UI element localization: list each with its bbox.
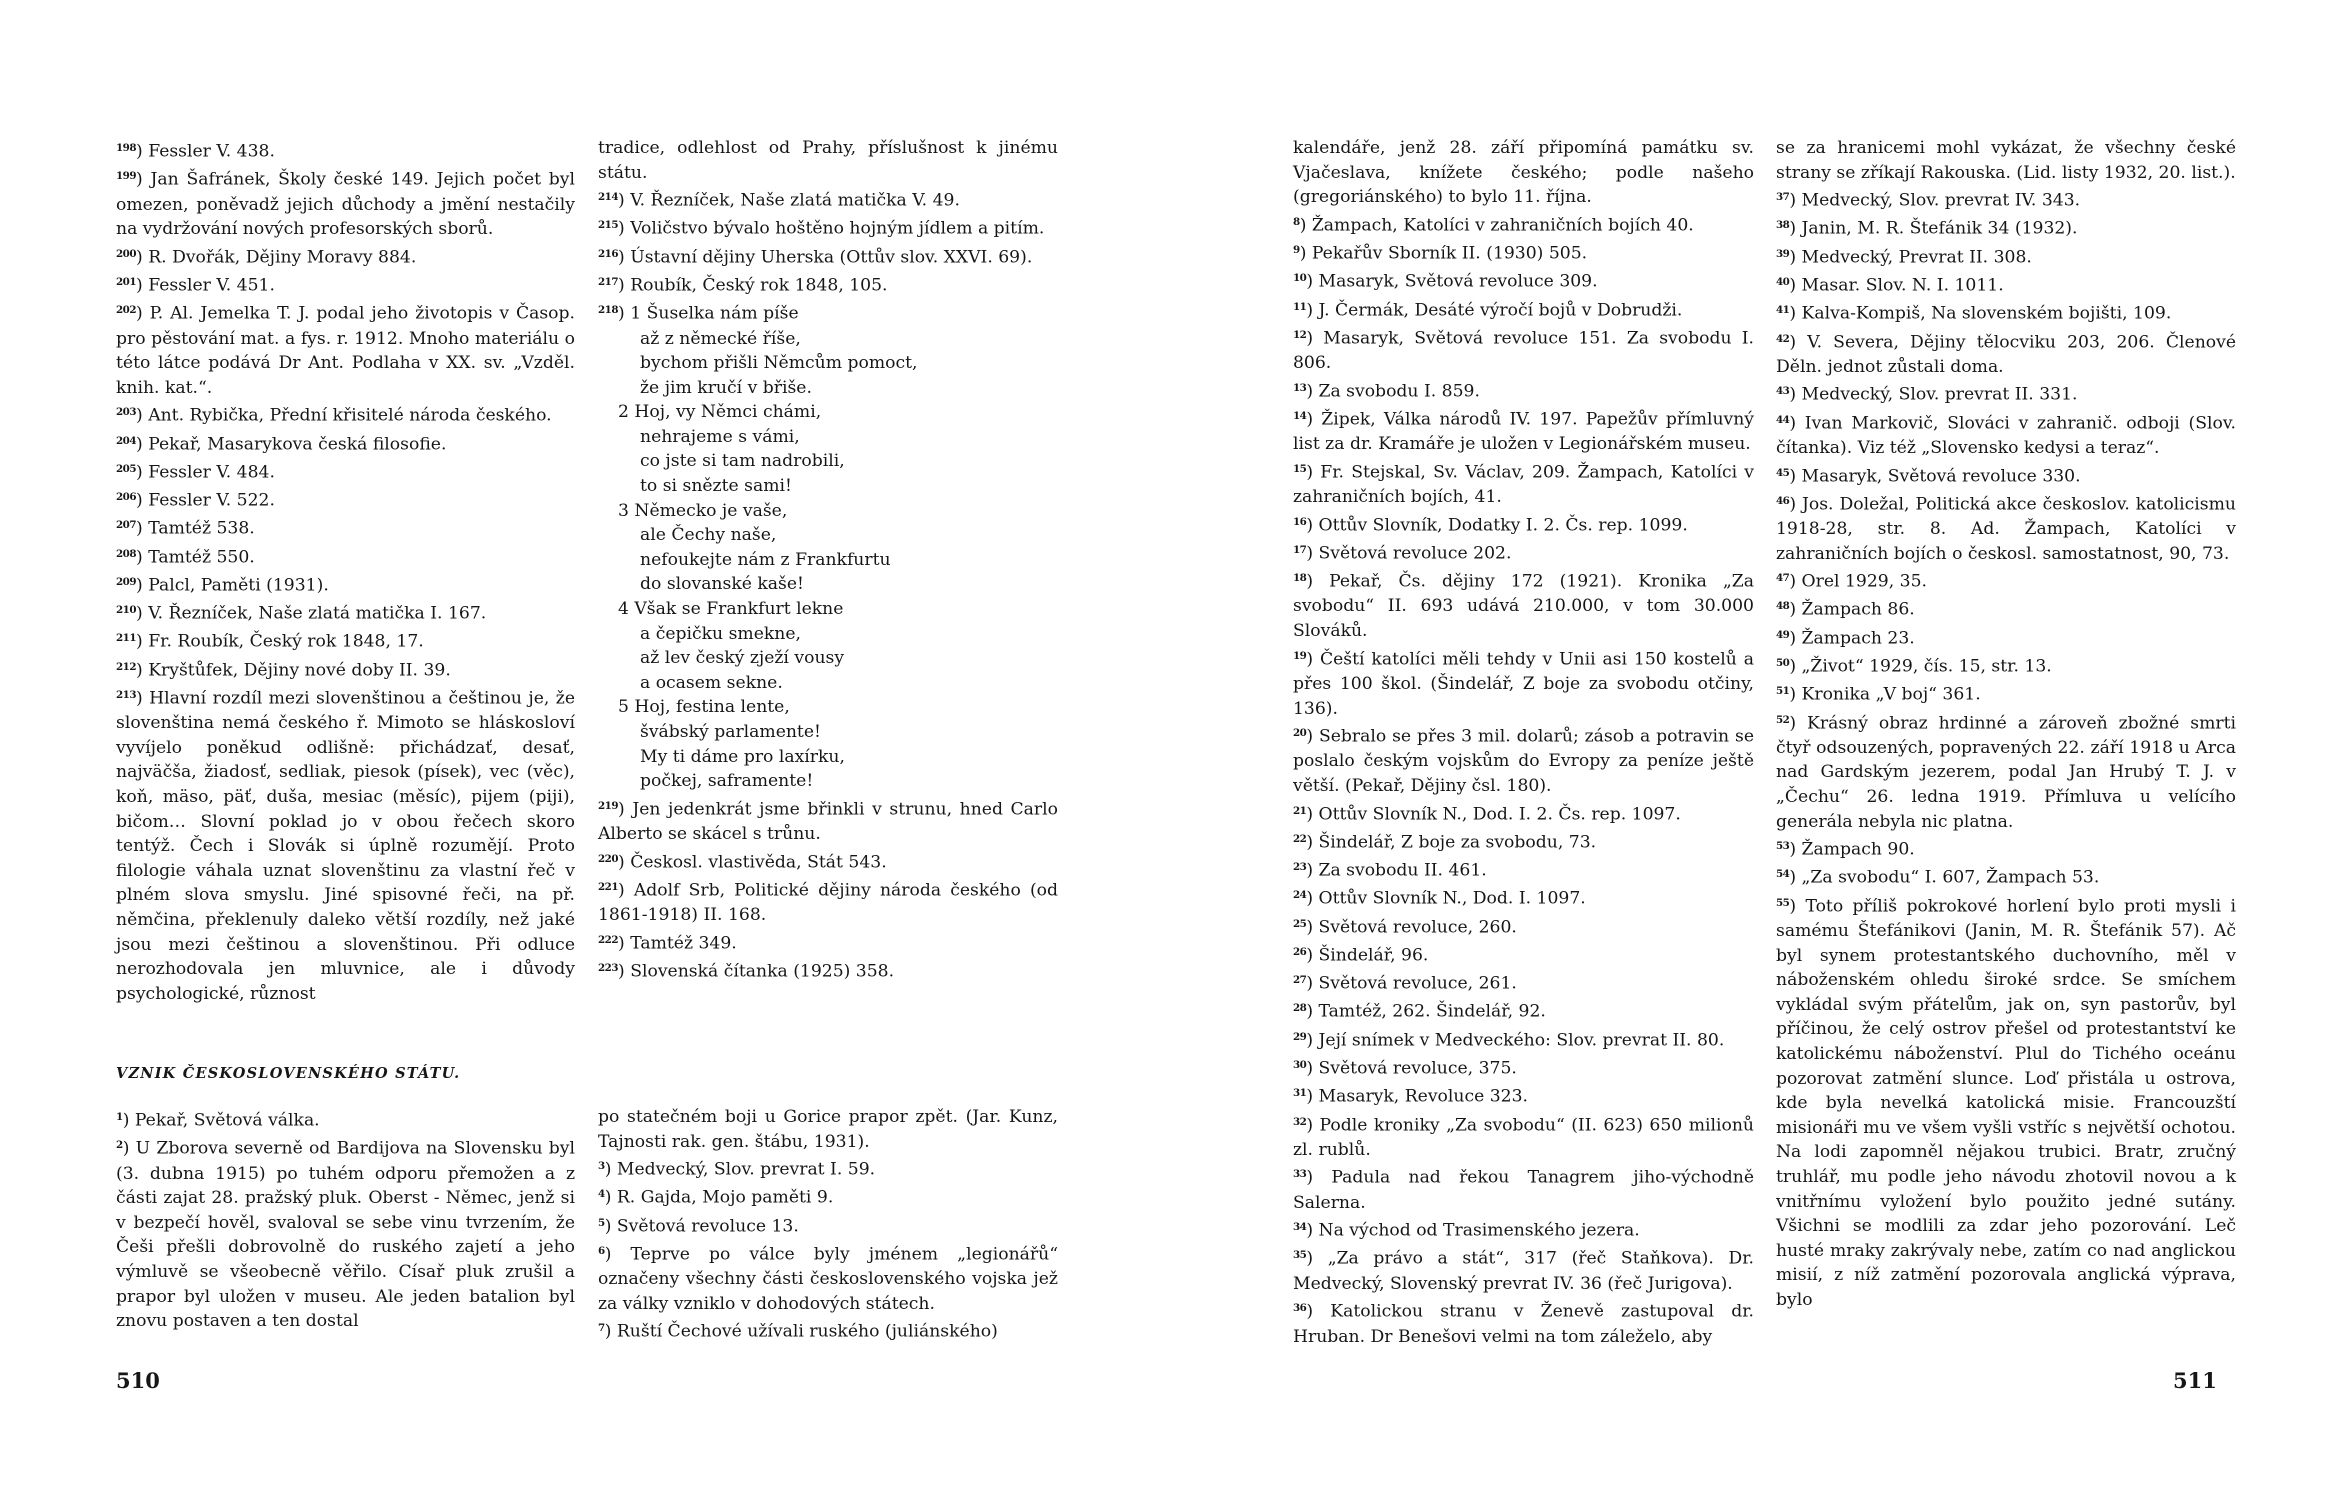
footnote: $^{223}$) Slovenská čítanka (1925) 358. xyxy=(598,961,895,982)
footnote-number: 2 xyxy=(116,1139,123,1152)
footnote: $^{28}$) Tamtéž, 262. Šindelář, 92. xyxy=(1293,1002,1546,1023)
footnote-number: 15 xyxy=(1293,462,1307,475)
poem-line: nefoukejte nám z Frankfurtu xyxy=(640,549,891,570)
footnote-text: R. Gajda, Mojo paměti 9. xyxy=(616,1188,834,1209)
footnote: $^{13}$) Za svobodu I. 859. xyxy=(1293,381,1480,402)
footnote-number: 203 xyxy=(116,406,137,419)
footnote-number: 31 xyxy=(1293,1087,1307,1100)
footnote: $^{221}$) Adolf Srb, Politické dějiny národa českého (od 1861-1918) II. 168. xyxy=(598,880,1058,926)
footnote: $^{42}$) V. Severa, Dějiny tělocviku 203, 206. Členové Děln. jednot zůstali doma. xyxy=(1776,332,2236,377)
footnote-number: 29 xyxy=(1293,1030,1307,1043)
footnote-text: Fessler V. 522. xyxy=(148,490,275,511)
footnote: $^7$) Ruští Čechové užívali ruského (juliánského) xyxy=(598,1322,998,1343)
footnote: $^{55}$) Toto příliš pokrokové horlení bylo proti mysli i samému Štefánikovi (Janin, M. R. Štefánik 57). Ač byl synem protestantského duchovního, měl v náboženském ohledu široké srdce. Se smíchem vykládal svým přátelům, jak on, syn pastorův, byl příčinou, že celý ostrov přešel od protestantství ke katolickému náboženství. Plul do Tichého oceánu pozorovat zatmění slunce. Loď přistála u ostrova, kde byla nevelká katolická misie. Francouzští misionáři mu ve všem vyšli vstříc s největší ochotou. Na lodi zapomněl nějakou trubici. Bratr, zručný truhlář, mu podle jeho návodu zhotovil novou a k vnitřnímu vyložení bylo použito jedné sutány. Všichni se modlili za zdar jeho pozorování. Leč husté mraky zakrývaly nebe, zatím co nad anglickou misií, z níž zatmění pozorovala anglická výprava, bylo xyxy=(1776,896,2236,1310)
footnote-number: 40 xyxy=(1776,275,1790,288)
footnote: $^{15}$) Fr. Stejskal, Sv. Václav, 209. Žampach, Katolíci v zahraničních bojích, 41. xyxy=(1293,462,1754,508)
footnote: $^{217}$) Roubík, Český rok 1848, 105. xyxy=(598,275,888,296)
footnote-text: Masaryk, Světová revoluce 151. Za svobodu I. 806. xyxy=(1293,328,1755,374)
footnote-number: 215 xyxy=(598,219,619,232)
footnote-text: Podle kroniky „Za svobodu“ (II. 623) 650 milionů zl. rublů. xyxy=(1293,1115,1754,1160)
footnote-text: Čeští katolíci měli tehdy v Unii asi 150 kostelů a přes 100 škol. (Šindelář, Z boje za svobodu otčiny, 136). xyxy=(1293,649,1754,719)
footnote: $^{20}$) Sebralo se přes 3 mil. dolarů; zásob a potravin se poslalo českým vojskům do Evropy za peníze ještě větší. (Pekař, Dějiny čsl. 180). xyxy=(1293,726,1755,796)
footnote: $^3$) Medvecký, Slov. prevrat I. 59. xyxy=(598,1159,876,1180)
footnote-number: 52 xyxy=(1776,713,1790,726)
footnote-number: 55 xyxy=(1776,896,1790,909)
footnote: $^{212}$) Kryštůfek, Dějiny nové doby II. 39. xyxy=(116,660,451,681)
footnote: $^{34}$) Na východ od Trasimenského jezera. xyxy=(1293,1220,1640,1241)
footnote-number: 19 xyxy=(1293,649,1307,662)
footnote-text: V. Řezníček, Naše zlatá matička V. 49. xyxy=(630,190,960,211)
footnote-continuation: se za hranicemi mohl vykázat, že všechny české strany se zříkají Rakouska. (Lid. listy 1932, 20. list.). xyxy=(1776,138,2236,183)
footnote: $^{31}$) Masaryk, Revoluce 323. xyxy=(1293,1086,1528,1107)
footnote: $^{27}$) Světová revoluce, 261. xyxy=(1293,973,1517,994)
footnote-text: Ottův Slovník N., Dod. I. 2. Čs. rep. 1097. xyxy=(1318,804,1681,825)
footnote-text: Světová revoluce, 260. xyxy=(1318,917,1517,938)
footnote-text: Adolf Srb, Politické dějiny národa českého (od 1861-1918) II. 168. xyxy=(598,880,1058,926)
poem-line: 2 Hoj, vy Němci chámi, xyxy=(618,402,822,423)
footnote-number: 210 xyxy=(116,604,137,617)
footnote: $^{198}$) Fessler V. 438. xyxy=(116,141,275,162)
footnote-number: 4 xyxy=(598,1188,605,1201)
footnote: $^{51}$) Kronika „V boj“ 361. xyxy=(1776,684,1981,705)
footnote: $^{35}$) „Za právo a stát“, 317 (řeč Staňkova). Dr. Medvecký, Slovenský prevrat IV. 36 (řeč Jurigova). xyxy=(1293,1249,1754,1294)
footnote: $^{36}$) Katolickou stranu v Ženevě zastupoval dr. Hruban. Dr Benešovi velmi na tom záleželo, aby xyxy=(1293,1302,1754,1347)
footnote-text: Ústavní dějiny Uherska (Ottův slov. XXVI. 69). xyxy=(630,247,1033,268)
footnote-number: 39 xyxy=(1776,247,1790,260)
footnote-number: 214 xyxy=(598,191,619,204)
poem-line: a ocasem sekne. xyxy=(640,672,783,693)
footnote: $^{21}$) Ottův Slovník N., Dod. I. 2. Čs. rep. 1097. xyxy=(1293,804,1681,825)
footnote-number: 24 xyxy=(1293,889,1307,902)
footnote-number: 20 xyxy=(1293,727,1307,740)
footnote: $^{209}$) Palcl, Paměti (1931). xyxy=(116,575,329,596)
footnote-text: Tamtéž 538. xyxy=(148,519,255,540)
footnote-number: 222 xyxy=(598,933,619,946)
footnote-number: 43 xyxy=(1776,385,1790,398)
poem-line: že jim kručí v břiše. xyxy=(640,377,812,398)
footnote-text: Šindelář, 96. xyxy=(1318,945,1429,966)
footnote: $^{46}$) Jos. Doležal, Politická akce českoslov. katolicismu 1918-28, str. 8. Ad. Žampach, Katolíci v zahraničních bojích o českosl. samostatnost, 90, 73. xyxy=(1776,494,2236,564)
footnote: $^{38}$) Janin, M. R. Štefánik 34 (1932). xyxy=(1776,219,2078,240)
footnote: $^{18}$) Pekař, Čs. dějiny 172 (1921). Kronika „Za svobodu“ II. 693 udává 210.000, v tom 30.000 Slováků. xyxy=(1293,571,1754,642)
footnote-number: 206 xyxy=(116,491,137,504)
footnote-text: Tamtéž, 262. Šindelář, 92. xyxy=(1318,1002,1546,1023)
footnote: $^{220}$) Českosl. vlastivěda, Stát 543. xyxy=(598,852,887,873)
footnote-number: 219 xyxy=(598,799,619,812)
footnote: $^{44}$) Ivan Markovič, Slováci v zahranič. odboji (Slov. čítanka). Viz též „Slovensko kedysi a teraz“. xyxy=(1776,413,2236,458)
footnote-text: Masar. Slov. N. I. 1011. xyxy=(1801,275,2004,296)
footnote-number: 53 xyxy=(1776,840,1790,853)
footnote-number: 14 xyxy=(1293,409,1307,422)
footnote: $^{16}$) Ottův Slovník, Dodatky I. 2. Čs. rep. 1099. xyxy=(1293,515,1688,536)
footnote-text: Pekař, Čs. dějiny 172 (1921). Kronika „Za svobodu“ II. 693 udává 210.000, v tom 30.000 Slováků. xyxy=(1293,571,1754,642)
footnote-number: 1 xyxy=(116,1111,123,1123)
footnote-text: Hlavní rozdíl mezi slovenštinou a češtinou je, že slovenština nemá českého ř. Mimoto se hláskosloví vyvíjelo poněkud odlišně: přichádzať, desať, najväčša, žiadosť, sedliak, piesok (písek), vec (věc), koň, mäso, päť, duša, mesiac (měsíc), pijem (piji), bičom… Slovní poklad jo v obou řečech skoro tentýž. Čech i Slovák si úplně rozumějí. Proto filologie váhala uznat slovenštinu za vlastní řeč v plném slova smyslu. Jiné spisovné řeči, na př. němčina, překlenuly daleko větší rozdíly, než jaké jsou mezi češtinou a slovenštinou. Při odluce nerozhodovala jen mluvnice, ale i důvody psychologické, různost xyxy=(116,688,575,1004)
footnote-number: 6 xyxy=(598,1244,605,1257)
footnote-text: Jan Šafránek, Školy české 149. Jejich počet byl omezen, poněvadž jejich důchody a jmění nestačily na vydržování nových profesorských sborů. xyxy=(116,169,576,240)
footnote-number: 38 xyxy=(1776,219,1790,232)
footnote-number: 201 xyxy=(116,275,137,288)
footnote-text: Českosl. vlastivěda, Stát 543. xyxy=(630,852,887,873)
left-lower-column-2 xyxy=(598,1105,1058,1345)
footnote-continuation: po statečném boji u Gorice prapor zpět. (Jar. Kunz, Tajnosti rak. gen. štábu, 1931). xyxy=(598,1107,1058,1152)
footnote-number: 51 xyxy=(1776,685,1790,698)
footnote-text: Teprve po válce byly jménem „legionářů“ označeny všechny části československého vojska jež za války vzniklo v dohodových státech. xyxy=(598,1244,1058,1314)
footnote-text: Ivan Markovič, Slováci v zahranič. odboji (Slov. čítanka). Viz též „Slovensko kedysi a teraz“. xyxy=(1776,413,2236,458)
footnote: $^{30}$) Světová revoluce, 375. xyxy=(1293,1058,1517,1079)
footnote-text: Světová revoluce, 375. xyxy=(1318,1058,1517,1079)
footnote-text: Tamtéž 349. xyxy=(630,933,737,954)
footnote: $^4$) R. Gajda, Mojo paměti 9. xyxy=(598,1188,834,1209)
footnote-text: Žampach, Katolíci v zahraničních bojích 40. xyxy=(1311,215,1694,236)
footnote-text: „Za právo a stát“, 317 (řeč Staňkova). Dr. Medvecký, Slovenský prevrat IV. 36 (řeč Jurigova). xyxy=(1293,1249,1754,1294)
section-title: VZNIK ČESKOSLOVENSKÉHO STÁTU. xyxy=(116,1065,461,1082)
poem-line: 5 Hoj, festina lente, xyxy=(618,697,790,718)
footnote-number: 3 xyxy=(598,1160,605,1173)
footnote: $^{214}$) V. Řezníček, Naše zlatá matička V. 49. xyxy=(598,190,960,211)
footnote-text: Tamtéž 550. xyxy=(148,547,255,568)
footnote-number: 220 xyxy=(598,852,619,865)
footnote-text: Žampach 90. xyxy=(1801,839,1915,860)
footnote-number: 48 xyxy=(1776,600,1790,613)
footnote-text: Fr. Roubík, Český rok 1848, 17. xyxy=(148,632,424,653)
footnote-text: Padula nad řekou Tanagrem jiho-východně Salerna. xyxy=(1293,1168,1755,1213)
footnote: $^{207}$) Tamtéž 538. xyxy=(116,519,255,540)
footnote-number: 205 xyxy=(116,462,137,475)
footnote: $^{48}$) Žampach 86. xyxy=(1776,600,1915,621)
footnote-number: 45 xyxy=(1776,466,1790,479)
footnote-number: 200 xyxy=(116,247,137,260)
footnote-number: 202 xyxy=(116,304,137,317)
footnote: $^1$) Pekař, Světová válka. xyxy=(116,1110,320,1131)
right-page xyxy=(1163,0,2326,1500)
footnote-text: Sebralo se přes 3 mil. dolarů; zásob a potravin se poslalo českým vojskům do Evropy za peníze ještě větší. (Pekař, Dějiny čsl. 180). xyxy=(1293,726,1755,796)
footnote: $^{10}$) Masaryk, Světová revoluce 309. xyxy=(1293,271,1598,292)
footnote: $^{52}$) Krásný obraz hrdinné a zároveň zbožné smrti čtyř odsouzených, popravených 22. září 1918 u Arca nad Gardským jezerem, podal Jan Hrubý T. J. v „Čechu“ 26. ledna 1919. Přímluva u velícího generála nebyla nic platna. xyxy=(1776,713,2237,832)
page-number-right: 511 xyxy=(2173,1368,2217,1393)
footnote-text: Fr. Stejskal, Sv. Václav, 209. Žampach, Katolíci v zahraničních bojích, 41. xyxy=(1293,462,1754,508)
left-column-2 xyxy=(598,136,1058,984)
poem-line: až lev český zježí vousy xyxy=(640,648,845,669)
footnote: $^{22}$) Šindelář, Z boje za svobodu, 73. xyxy=(1293,832,1597,853)
footnote-number: 22 xyxy=(1293,832,1307,845)
footnote-text: Pekařův Sborník II. (1930) 505. xyxy=(1311,243,1588,264)
footnote: $^{201}$) Fessler V. 451. xyxy=(116,275,275,296)
footnote-poem: $^{218}$) 1 Šuselka nám píše až z německé říše, bychom přišli Němcům pomoct, že jim kručí v břiše. 2 Hoj, vy Němci chámi, nehrajeme s vámi, co jste si tam nadrobili, to si snězte sami! 3 Německo je vaše, ale Čechy naše, nefoukejte nám z Frankfurtu do slovanské kaše! 4 Však se Frankfurt lekne a čepičku smekne, až lev český zježí vousy a ocasem sekne. 5 Hoj, festina lente, švábský parlamente! My ti dáme pro laxírku, počkej, saframente! xyxy=(598,298,1058,794)
left-column-1 xyxy=(116,136,575,1006)
left-lower-column-1 xyxy=(116,1105,575,1334)
footnote: $^{211}$) Fr. Roubík, Český rok 1848, 17. xyxy=(116,632,424,653)
footnote-number: 21 xyxy=(1293,804,1307,817)
footnote: $^{43}$) Medvecký, Slov. prevrat II. 331. xyxy=(1776,385,2078,406)
poem-line: bychom přišli Němcům pomoct, xyxy=(640,353,918,374)
footnote-text: V. Řezníček, Naše zlatá matička I. 167. xyxy=(148,603,487,624)
footnote-text: Fessler V. 438. xyxy=(148,141,275,162)
footnote-number: 23 xyxy=(1293,861,1307,874)
footnote-number: 8 xyxy=(1293,215,1300,228)
footnote: $^{17}$) Světová revoluce 202. xyxy=(1293,543,1512,564)
footnote-text: Žampach 86. xyxy=(1801,600,1915,621)
poem-line: a čepičku smekne, xyxy=(640,623,801,644)
footnote-text: Krásný obraz hrdinné a zároveň zbožné smrti čtyř odsouzených, popravených 22. září 1918 u Arca nad Gardským jezerem, podal Jan Hrubý T. J. v „Čechu“ 26. ledna 1919. Přímluva u velícího generála nebyla nic platna. xyxy=(1776,713,2237,832)
footnote-text: Katolickou stranu v Ženevě zastupoval dr. Hruban. Dr Benešovi velmi na tom záleželo, aby xyxy=(1293,1302,1754,1347)
footnote: $^{205}$) Fessler V. 484. xyxy=(116,462,275,483)
footnote-text: Žampach 23. xyxy=(1801,628,1915,649)
footnote-number: 25 xyxy=(1293,917,1307,930)
footnote-number: 221 xyxy=(598,880,619,893)
footnote: $^{40}$) Masar. Slov. N. I. 1011. xyxy=(1776,275,2004,296)
footnote-number: 16 xyxy=(1293,515,1307,528)
right-column-1 xyxy=(1293,136,1754,1349)
footnote: $^9$) Pekařův Sborník II. (1930) 505. xyxy=(1293,243,1588,264)
footnote-number: 7 xyxy=(598,1322,605,1335)
footnote-number: 11 xyxy=(1293,300,1307,313)
footnote-number: 37 xyxy=(1776,191,1790,204)
footnote: $^{23}$) Za svobodu II. 461. xyxy=(1293,860,1487,881)
footnote: $^{12}$) Masaryk, Světová revoluce 151. Za svobodu I. 806. xyxy=(1293,328,1755,374)
footnote: $^{200}$) R. Dvořák, Dějiny Moravy 884. xyxy=(116,247,417,268)
footnote: $^{210}$) V. Řezníček, Naše zlatá matička I. 167. xyxy=(116,603,487,624)
footnote: $^{37}$) Medvecký, Slov. prevrat IV. 343. xyxy=(1776,190,2081,211)
poem-line: švábský parlamente! xyxy=(640,722,821,743)
footnote: $^6$) Teprve po válce byly jménem „legionářů“ označeny všechny části československého vojska jež za války vzniklo v dohodových státech. xyxy=(598,1244,1058,1314)
footnote: $^{53}$) Žampach 90. xyxy=(1776,839,1915,860)
footnote-text: Jen jedenkrát jsme břinkli v strunu, hned Carlo Alberto se skácel s trůnu. xyxy=(598,799,1058,845)
footnote-text: Světová revoluce 202. xyxy=(1318,543,1512,564)
footnote-text: Orel 1929, 35. xyxy=(1801,571,1927,592)
footnote-number: 209 xyxy=(116,575,137,588)
footnote-number: 28 xyxy=(1293,1002,1307,1015)
footnote-number: 54 xyxy=(1776,868,1790,881)
footnote-text: Za svobodu I. 859. xyxy=(1318,381,1480,402)
footnote-text: Ant. Rybička, Přední křisitelé národa českého. xyxy=(148,405,552,426)
footnote-text: Voličstvo bývalo hoštěno hojným jídlem a pitím. xyxy=(630,219,1045,240)
footnote-number: 32 xyxy=(1293,1115,1307,1128)
footnote-text: Janin, M. R. Štefánik 34 (1932). xyxy=(1801,219,2078,240)
footnote-number: 212 xyxy=(116,660,137,673)
footnote-number: 10 xyxy=(1293,272,1307,285)
footnote-number: 33 xyxy=(1293,1168,1307,1181)
footnote-text: Ottův Slovník N., Dod. I. 1097. xyxy=(1318,889,1586,910)
footnote-number: 49 xyxy=(1776,628,1790,641)
footnote-number: 199 xyxy=(116,170,137,183)
footnote-number: 34 xyxy=(1293,1221,1307,1234)
footnote-text: Na východ od Trasimenského jezera. xyxy=(1318,1220,1640,1241)
footnote-text: Pekař, Masarykova česká filosofie. xyxy=(148,434,447,455)
footnote-text: Ruští Čechové užívali ruského (juliánského) xyxy=(616,1322,998,1343)
footnote-text: Pekař, Světová válka. xyxy=(134,1110,320,1131)
footnote-text: Masaryk, Světová revoluce 330. xyxy=(1801,466,2081,487)
footnote-text: Roubík, Český rok 1848, 105. xyxy=(630,275,888,296)
footnote: $^{213}$) Hlavní rozdíl mezi slovenštinou a češtinou je, že slovenština nemá českého ř. Mimoto se hláskosloví vyvíjelo poněkud odlišně: přichádzať, desať, najväčša, žiadosť, sedliak, piesok (písek), vec (věc), koň, mäso, päť, duša, mesiac (měsíc), pijem (piji), bičom… Slovní poklad jo v obou řečech skoro tentýž. Čech i Slovák si úplně rozumějí. Proto filologie váhala uznat slovenštinu za vlastní řeč v plném slova smyslu. Jiné spisovné řeči, na př. němčina, překlenuly daleko větší rozdíly, než jaké jsou mezi češtinou a slovenštinou. Při odluce nerozhodovala jen mluvnice, ale i důvody psychologické, různost xyxy=(116,688,575,1004)
footnote-text: Slovenská čítanka (1925) 358. xyxy=(630,961,895,982)
footnote-number: 216 xyxy=(598,247,619,260)
footnote-text: Medvecký, Slov. prevrat II. 331. xyxy=(1801,385,2078,406)
footnote-number: 17 xyxy=(1293,543,1307,556)
footnote-text: Ottův Slovník, Dodatky I. 2. Čs. rep. 1099. xyxy=(1318,515,1688,536)
footnote: $^{199}$) Jan Šafránek, Školy české 149. Jejich počet byl omezen, poněvadž jejich důchody a jmění nestačily na vydržování nových profesorských sborů. xyxy=(116,169,576,240)
poem-line: 3 Německo je vaše, xyxy=(618,500,788,521)
footnote-text: Za svobodu II. 461. xyxy=(1318,860,1487,881)
footnote-text: Jos. Doležal, Politická akce českoslov. katolicismu 1918-28, str. 8. Ad. Žampach, Katolíci v zahraničních bojích o českosl. samostatnost, 90, 73. xyxy=(1776,494,2236,564)
footnote: $^{14}$) Žipek, Válka národů IV. 197. Papežův přímluvný list za dr. Kramáře je uložen v Legionářském museu. xyxy=(1293,409,1755,455)
poem-line: počkej, saframente! xyxy=(640,771,814,792)
footnote-number: 41 xyxy=(1776,304,1790,317)
footnote-text: Medvecký, Slov. prevrat I. 59. xyxy=(616,1159,876,1180)
footnote: $^{215}$) Voličstvo bývalo hoštěno hojným jídlem a pitím. xyxy=(598,219,1045,240)
footnote: $^{24}$) Ottův Slovník N., Dod. I. 1097. xyxy=(1293,889,1586,910)
footnote: $^{45}$) Masaryk, Světová revoluce 330. xyxy=(1776,466,2081,487)
footnote-number: 50 xyxy=(1776,657,1790,670)
footnote: $^{203}$) Ant. Rybička, Přední křisitelé národa českého. xyxy=(116,405,552,426)
footnote-number: 211 xyxy=(116,632,137,645)
poem-line: až z německé říše, xyxy=(640,328,801,349)
footnote-text: Masaryk, Revoluce 323. xyxy=(1318,1086,1528,1107)
footnote-text: Kronika „V boj“ 361. xyxy=(1801,684,1981,705)
footnote-text: U Zborova severně od Bardijova na Slovensku byl (3. dubna 1915) po tuhém odporu přemožen a z části zajat 28. pražský pluk. Oberst - Němec, jenž si v bezpečí hověl, svaloval se sebe vinu tvrzením, že Češi přešli dobrovolně do ruského zajetí a jeho výmluvě se všeobecně věřilo. Císař pluk zrušil a prapor byl uložen v museu. Ale jeden batalion byl znovu postaven a ten dostal xyxy=(116,1138,576,1332)
footnote-text: Žipek, Válka národů IV. 197. Papežův přímluvný list za dr. Kramáře je uložen v Legionářském museu. xyxy=(1293,409,1755,455)
footnote-number: 198 xyxy=(116,142,137,154)
footnote: $^{222}$) Tamtéž 349. xyxy=(598,933,737,954)
footnote-continuation: kalendáře, jenž 28. září připomíná památku sv. Vjačeslava, knížete českého; podle našeho (gregoriánského) to bylo 11. října. xyxy=(1293,138,1754,208)
footnote-number: 12 xyxy=(1293,328,1307,341)
footnote-number: 30 xyxy=(1293,1058,1307,1071)
footnote-number: 35 xyxy=(1293,1249,1307,1262)
footnote-text: P. Al. Jemelka T. J. podal jeho životopis v Časop. pro pěstování mat. a fys. r. 1912. Mnoho materiálu o této látce podává Dr Ant. Podlaha v XX. sv. „Vzděl. knih. kat.“. xyxy=(116,303,575,398)
footnote: $^5$) Světová revoluce 13. xyxy=(598,1216,799,1237)
footnote-text: J. Čermák, Desáté výročí bojů v Dobrudži. xyxy=(1318,300,1683,321)
footnote: $^{219}$) Jen jedenkrát jsme břinkli v strunu, hned Carlo Alberto se skácel s trůnu. xyxy=(598,799,1058,845)
footnote: $^{19}$) Čeští katolíci měli tehdy v Unii asi 150 kostelů a přes 100 škol. (Šindelář, Z boje za svobodu otčiny, 136). xyxy=(1293,649,1754,719)
footnote-number: 213 xyxy=(116,688,137,701)
footnote-text: Její snímek v Medveckého: Slov. prevrat II. 80. xyxy=(1318,1030,1725,1051)
right-column-2 xyxy=(1776,136,2236,1312)
poem-line: 1 Šuselka nám píše xyxy=(630,303,799,324)
footnote: $^{32}$) Podle kroniky „Za svobodu“ (II. 623) 650 milionů zl. rublů. xyxy=(1293,1115,1754,1160)
footnote-number: 204 xyxy=(116,434,137,447)
poem-line: do slovanské kaše! xyxy=(640,574,804,595)
footnote: $^{49}$) Žampach 23. xyxy=(1776,628,1915,649)
footnote-text: Fessler V. 451. xyxy=(148,275,275,296)
footnote-number: 223 xyxy=(598,962,619,975)
footnote-number: 46 xyxy=(1776,494,1790,507)
footnote: $^{204}$) Pekař, Masarykova česká filosofie. xyxy=(116,434,447,455)
footnote-text: V. Severa, Dějiny tělocviku 203, 206. Členové Děln. jednot zůstali doma. xyxy=(1776,332,2236,377)
poem-line: nehrajeme s vámi, xyxy=(640,426,800,447)
footnote-text: Medvecký, Slov. prevrat IV. 343. xyxy=(1801,190,2081,211)
footnote-text: „Život“ 1929, čís. 15, str. 13. xyxy=(1801,656,2052,677)
footnote: $^{33}$) Padula nad řekou Tanagrem jiho-východně Salerna. xyxy=(1293,1168,1755,1213)
footnote-text: Světová revoluce 13. xyxy=(616,1216,799,1237)
footnote: $^{202}$) P. Al. Jemelka T. J. podal jeho životopis v Časop. pro pěstování mat. a fys. r. 1912. Mnoho materiálu o této látce podává Dr Ant. Podlaha v XX. sv. „Vzděl. knih. kat.“. xyxy=(116,303,575,398)
footnote-number: 217 xyxy=(598,275,619,288)
footnote-number: 207 xyxy=(116,519,137,532)
footnote: $^{47}$) Orel 1929, 35. xyxy=(1776,571,1927,592)
footnote-number: 5 xyxy=(598,1216,605,1229)
footnote-text: Šindelář, Z boje za svobodu, 73. xyxy=(1318,832,1597,853)
footnote-text: „Za svobodu“ I. 607, Žampach 53. xyxy=(1801,868,2100,889)
footnote-number: 42 xyxy=(1776,332,1790,345)
footnote: $^{50}$) „Život“ 1929, čís. 15, str. 13. xyxy=(1776,656,2052,677)
footnote: $^{216}$) Ústavní dějiny Uherska (Ottův slov. XXVI. 69). xyxy=(598,247,1033,268)
footnote: $^{41}$) Kalva-Kompiš, Na slovenském bojišti, 109. xyxy=(1776,303,2172,324)
footnote-number: 218 xyxy=(598,304,619,317)
footnote-number: 26 xyxy=(1293,945,1307,958)
footnote-number: 208 xyxy=(116,547,137,560)
poem-line: co jste si tam nadrobili, xyxy=(640,451,845,472)
footnote: $^{11}$) J. Čermák, Desáté výročí bojů v Dobrudži. xyxy=(1293,300,1683,321)
footnote-number: 47 xyxy=(1776,572,1790,585)
footnote-number: 44 xyxy=(1776,413,1790,426)
footnote-number: 27 xyxy=(1293,974,1307,987)
footnote: $^{54}$) „Za svobodu“ I. 607, Žampach 53. xyxy=(1776,868,2100,889)
footnote-number: 18 xyxy=(1293,572,1307,585)
poem-line: My ti dáme pro laxírku, xyxy=(640,746,845,767)
footnote-text: Masaryk, Světová revoluce 309. xyxy=(1318,271,1598,292)
footnote: $^{25}$) Světová revoluce, 260. xyxy=(1293,917,1517,938)
footnote-text: Kalva-Kompiš, Na slovenském bojišti, 109. xyxy=(1801,303,2172,324)
footnote-text: Fessler V. 484. xyxy=(148,462,275,483)
page-number-left: 510 xyxy=(116,1368,160,1393)
footnote-text: R. Dvořák, Dějiny Moravy 884. xyxy=(148,247,417,268)
footnote-text: Medvecký, Prevrat II. 308. xyxy=(1801,247,2032,268)
poem-line: ale Čechy naše, xyxy=(640,525,777,546)
footnote-number: 36 xyxy=(1293,1302,1307,1315)
poem-line: to si snězte sami! xyxy=(640,476,792,497)
footnote: $^{26}$) Šindelář, 96. xyxy=(1293,945,1429,966)
footnote-continuation: tradice, odlehlost od Prahy, příslušnost k jinému státu. xyxy=(598,138,1058,183)
footnote: $^8$) Žampach, Katolíci v zahraničních bojích 40. xyxy=(1293,215,1694,236)
footnote-text: Kryštůfek, Dějiny nové doby II. 39. xyxy=(148,660,451,681)
footnote: $^{29}$) Její snímek v Medveckého: Slov. prevrat II. 80. xyxy=(1293,1030,1725,1051)
footnote-text: Toto příliš pokrokové horlení bylo proti mysli i samému Štefánikovi (Janin, M. R. Štefánik 57). Ač byl synem protestantského duchovního, měl v náboženském ohledu široké srdce. Se smíchem vykládal svým přátelům, jak on, syn pastorův, byl příčinou, že celý ostrov přešel od protestantství ke katolickému náboženství. Plul do Tichého oceánu pozorovat zatmění slunce. Loď přistála u ostrova, kde byla nevelká katolická misie. Francouzští misionáři mu ve všem vyšli vstříc s největší ochotou. Na lodi zapomněl nějakou trubici. Bratr, zručný truhlář, mu podle jeho návodu zhotovil novou a k vnitřnímu vyložení bylo použito jedné sutány. Všichni se modlili za zdar jeho pozorování. Leč husté mraky zakrývaly nebe, zatím co nad anglickou misií, z níž zatmění pozorovala anglická výprava, bylo xyxy=(1776,896,2236,1310)
footnote: $^{39}$) Medvecký, Prevrat II. 308. xyxy=(1776,247,2032,268)
footnote: $^{206}$) Fessler V. 522. xyxy=(116,490,275,511)
footnote-number: 13 xyxy=(1293,381,1307,394)
footnote: $^2$) U Zborova severně od Bardijova na Slovensku byl (3. dubna 1915) po tuhém odporu přemožen a z části zajat 28. pražský pluk. Oberst - Němec, jenž si v bezpečí hověl, svaloval se sebe vinu tvrzením, že Češi přešli dobrovolně do ruského zajetí a jeho výmluvě se všeobecně věřilo. Císař pluk zrušil a prapor byl uložen v museu. Ale jeden batalion byl znovu postaven a ten dostal xyxy=(116,1138,576,1332)
footnote-number: 9 xyxy=(1293,244,1300,257)
footnote-text: Světová revoluce, 261. xyxy=(1318,973,1517,994)
footnote: $^{208}$) Tamtéž 550. xyxy=(116,547,255,568)
footnote-text: Palcl, Paměti (1931). xyxy=(148,575,329,596)
poem-line: 4 Však se Frankfurt lekne xyxy=(618,599,844,620)
